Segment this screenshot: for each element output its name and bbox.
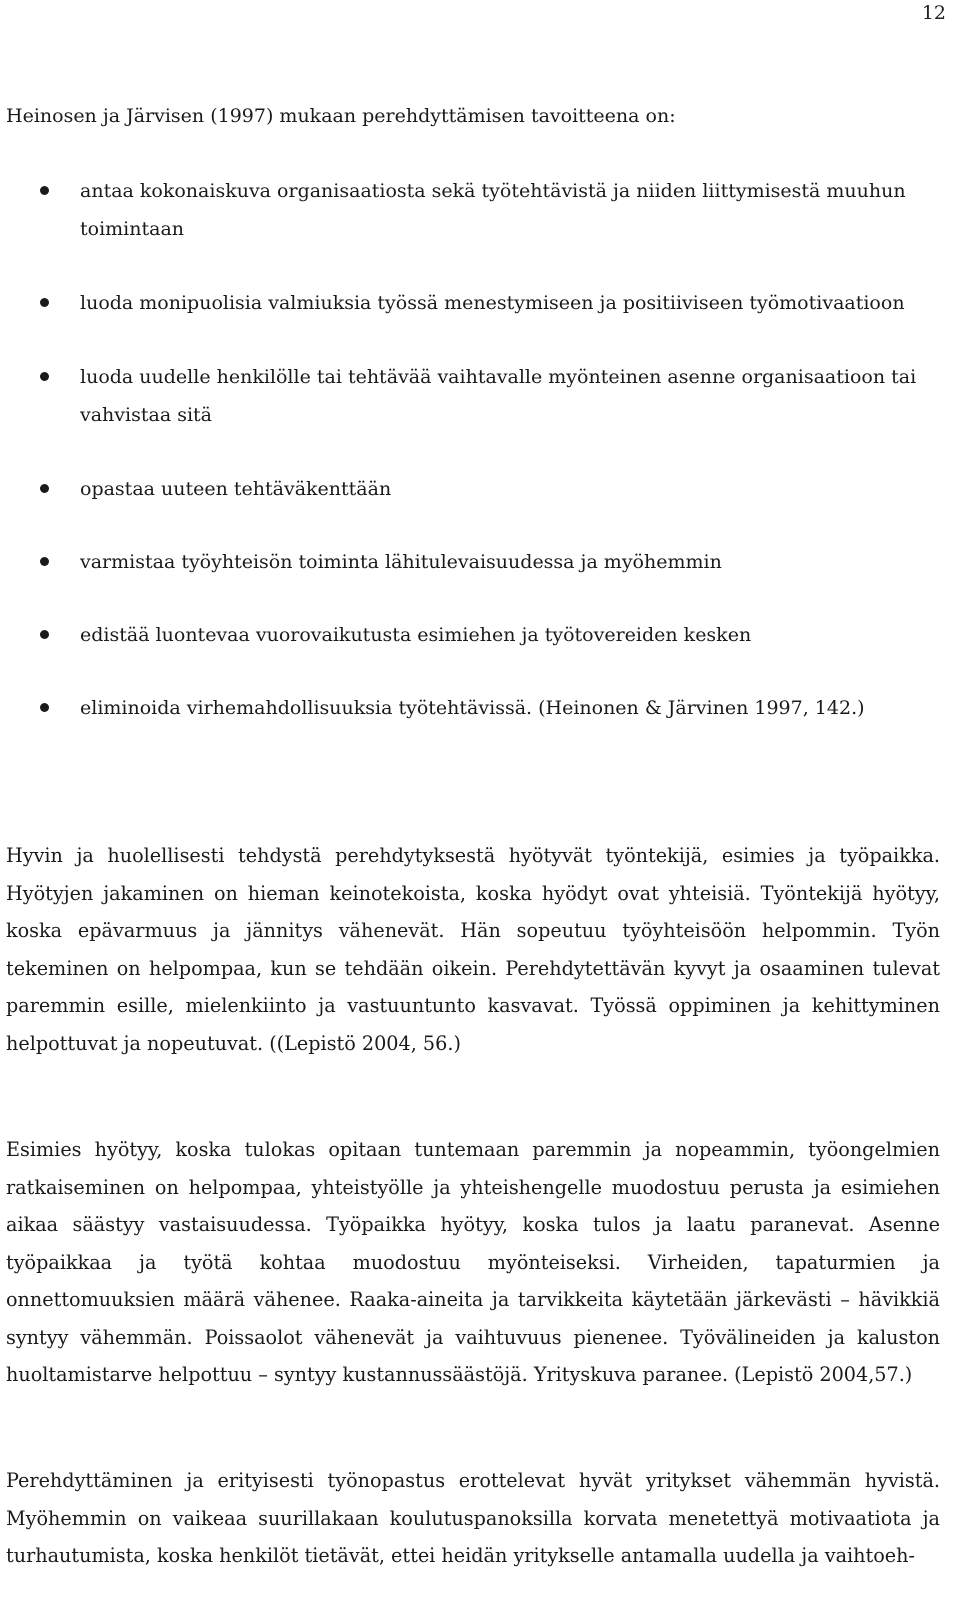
list-item (0, 470, 940, 508)
list-item (0, 172, 940, 248)
bullet-icon (40, 372, 49, 381)
list-item-text: luoda uudelle henkilölle tai tehtävää vaihtavalle myönteinen asenne organisaatioon tai vahvistaa sitä (80, 366, 917, 426)
intro-paragraph: Heinosen ja Järvisen (1997) mukaan perehdyttämisen tavoitteena on: (6, 105, 676, 127)
list-item-text: varmistaa työyhteisön toiminta lähitulevaisuudessa ja myöhemmin (80, 551, 722, 573)
body-paragraph-benefits-employee: Hyvin ja huolellisesti tehdystä perehdytyksestä hyötyvät työntekijä, esimies ja työpaikka. Hyötyjen jakaminen on hieman keinotekoista, koska hyödyt ovat yhteisiä. Työntekijä hyötyy, koska epävarmuus ja jännitys vähenevät. Hän sopeutuu työyhteisöön helpommin. Työn tekeminen on helpompaa, kun se tehdään oikein. Perehdytettävän kyvyt ja osaaminen tulevat paremmin esille, mielenkiinto ja vastuuntunto kasvavat. Työssä oppiminen ja kehittyminen helpottuvat ja nopeutuvat. ((Lepistö 2004, 56.) (6, 844, 940, 1055)
body-paragraph-conclusion: Perehdyttäminen ja erityisesti työnopastus erottelevat hyvät yritykset vähemmän hyvistä. Myöhemmin on vaikeaa suurillakaan koulutuspanoksilla korvata menetettyä motivaatiota ja turhautumista, koska henkilöt tietävät, ettei heidän yritykselle antamalla uudella ja vaihtoeh- (6, 1469, 940, 1568)
list-item-text: luoda monipuolisia valmiuksia työssä menestymiseen ja positiiviseen työmotivaatioon (80, 292, 905, 314)
page-number: 12 (921, 2, 946, 24)
list-item-text: antaa kokonaiskuva organisaatiosta sekä työtehtävistä ja niiden liittymisestä muuhun toimintaan (80, 180, 906, 240)
body-paragraph-benefits-employer: Esimies hyötyy, koska tulokas opitaan tuntemaan paremmin ja nopeammin, työongelmien ratkaiseminen on helpompaa, yhteistyölle ja yhteishengelle muodostuu perusta ja esimiehen aikaa säästyy vastaisuudessa. Työpaikka hyötyy, koska tulos ja laatu paranevat. Asenne työpaikkaa ja työtä kohtaa muodostuu myönteiseksi. Virheiden, tapaturmien ja onnettomuuksien määrä vähenee. Raaka-aineita ja tarvikkeita käytetään järkevästi – hävikkiä syntyy vähemmän. Poissaolot vähenevät ja vaihtuvuus pienenee. Työvälineiden ja kaluston huoltamistarve helpottuu – syntyy kustannussäästöjä. Yrityskuva paranee. (Lepistö 2004,57.) (6, 1138, 940, 1387)
list-item (0, 358, 940, 434)
bullet-icon (40, 186, 49, 195)
list-item-text: edistää luontevaa vuorovaikutusta esimiehen ja työtovereiden kesken (80, 624, 752, 646)
list-item (0, 689, 940, 727)
bullet-icon (40, 484, 49, 493)
list-item-text: opastaa uuteen tehtäväkenttään (80, 478, 392, 500)
bullet-icon (40, 630, 49, 639)
list-item (0, 543, 940, 581)
bullet-icon (40, 557, 49, 566)
list-item (0, 284, 940, 322)
goals-bullet-list (0, 172, 940, 762)
bullet-icon (40, 298, 49, 307)
list-item (0, 616, 940, 654)
list-item-text: eliminoida virhemahdollisuuksia työtehtävissä. (Heinonen & Järvinen 1997, 142.) (80, 697, 865, 719)
bullet-icon (40, 703, 49, 712)
